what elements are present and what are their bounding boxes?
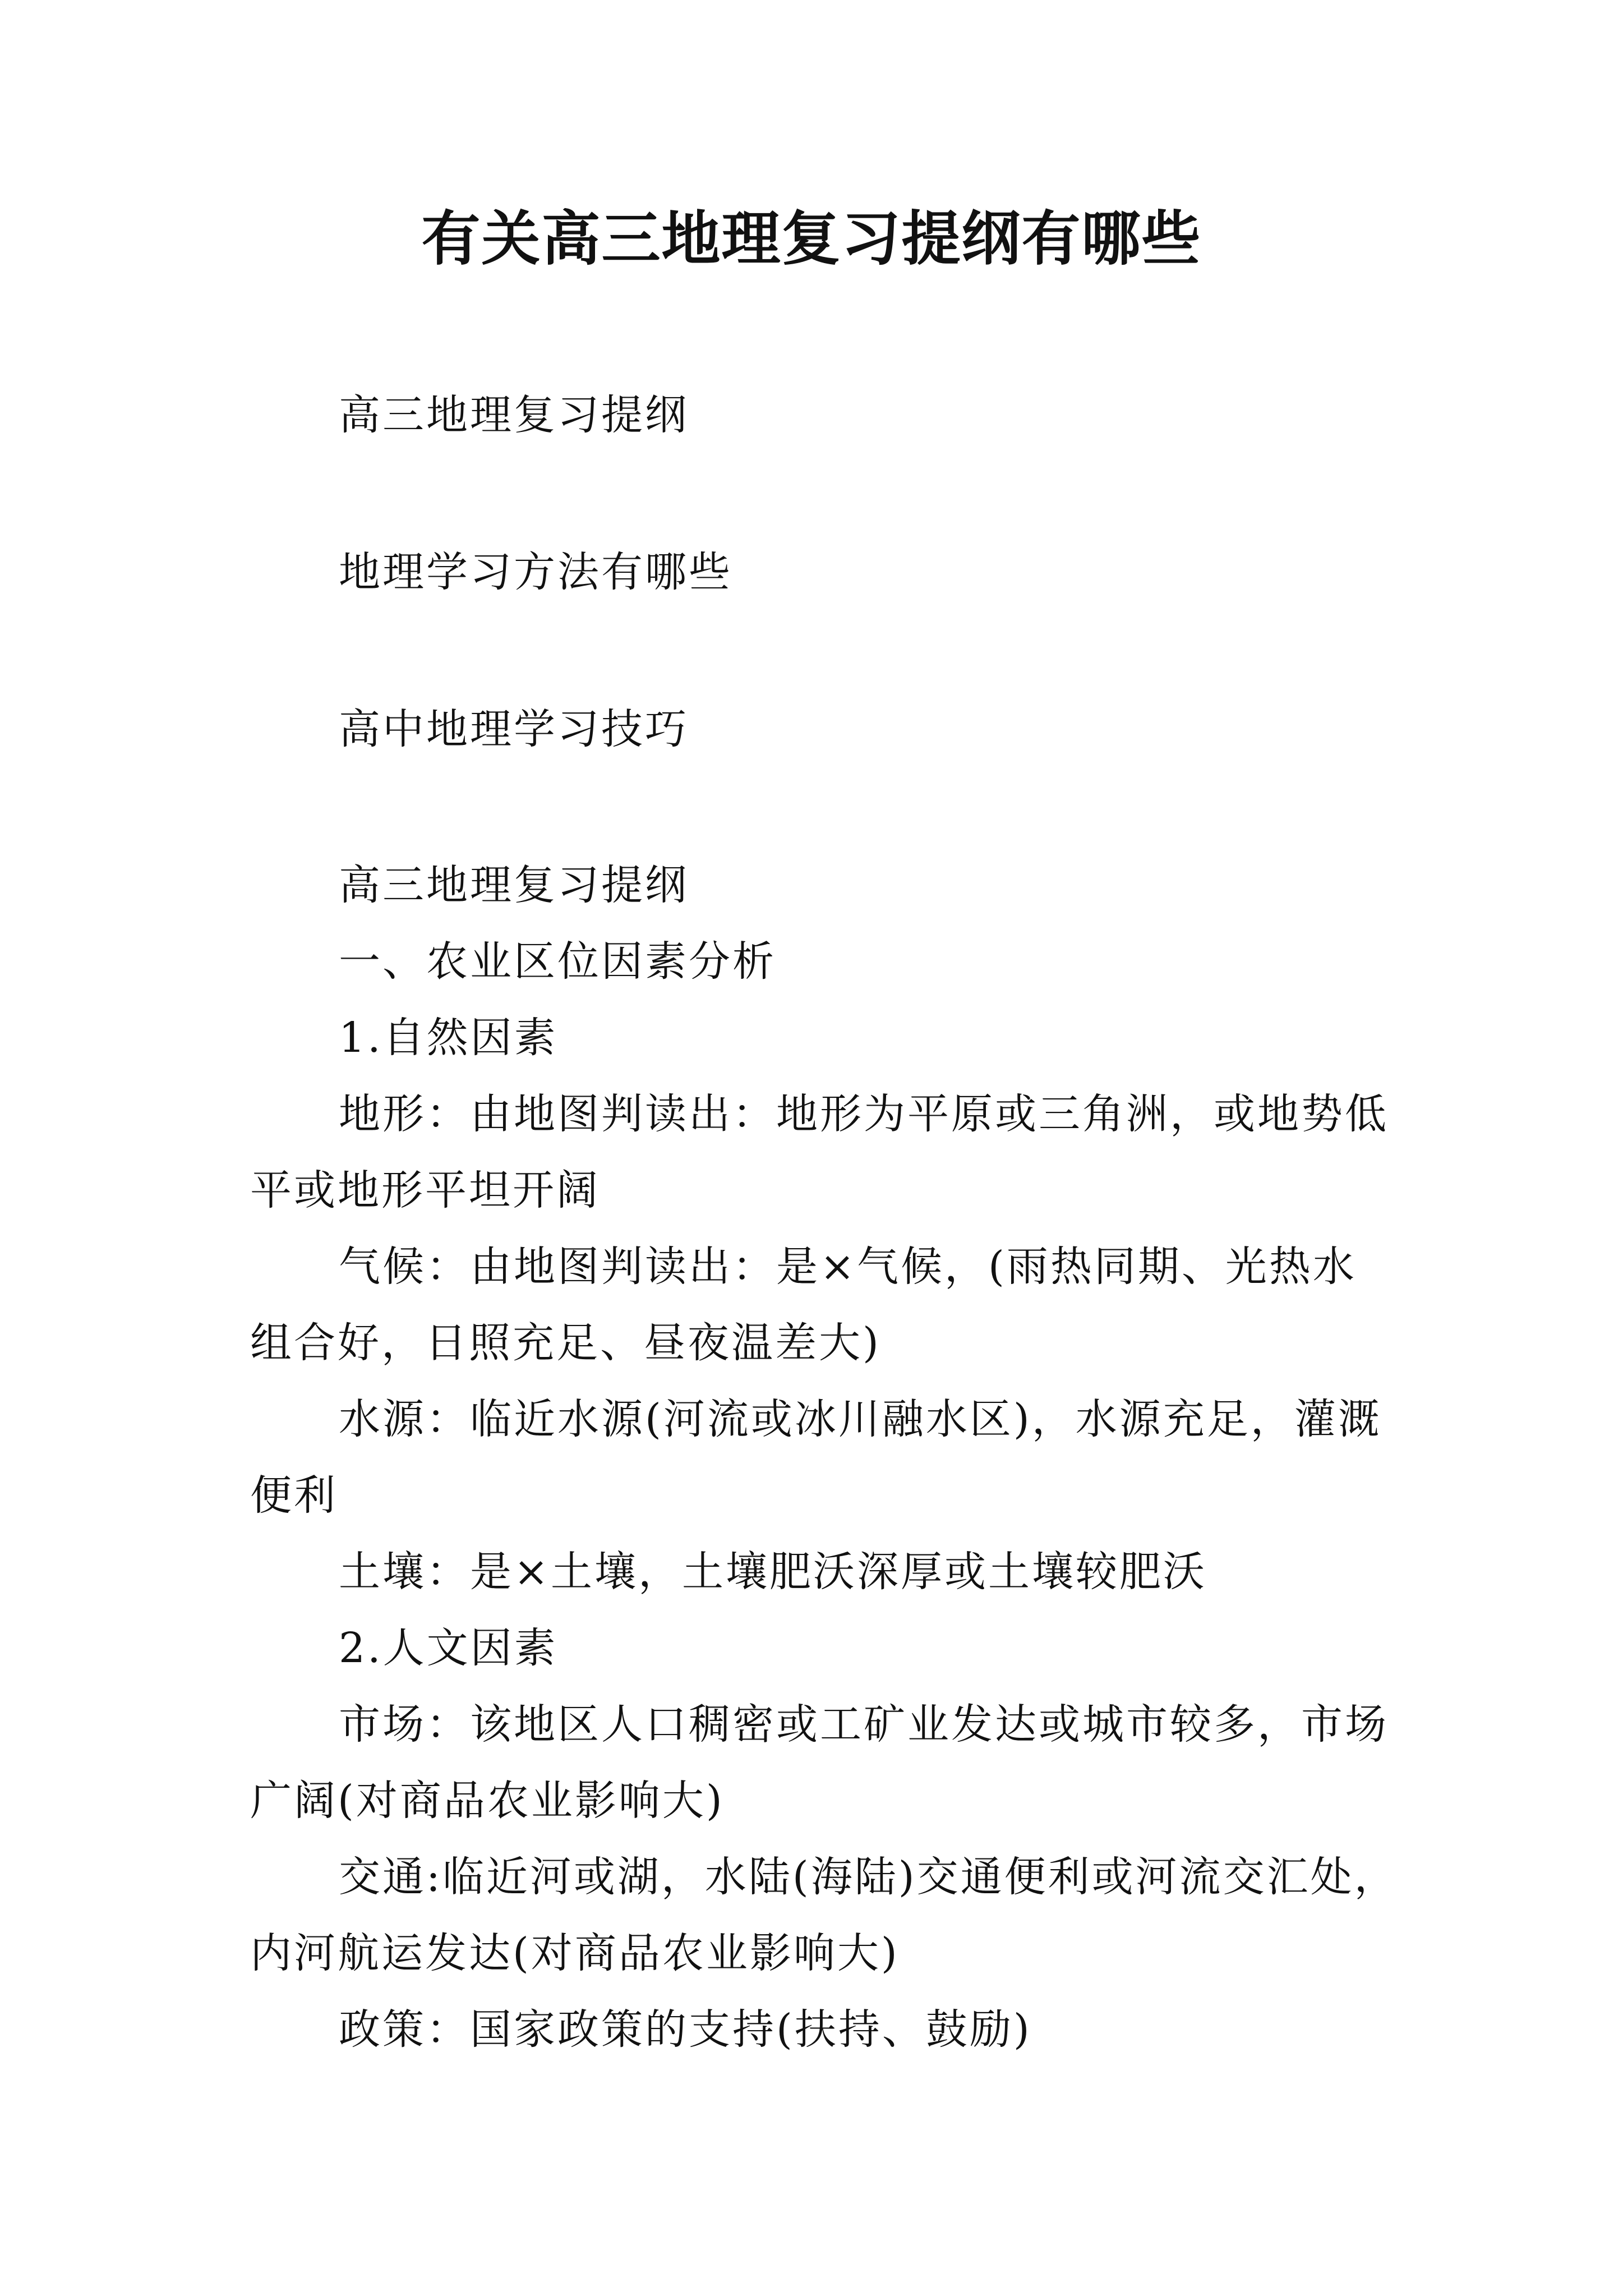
- paragraph-line: 平或地形平坦开阔: [250, 1166, 600, 1214]
- paragraph-line: 水源：临近水源(河流或冰川融水区)，水源充足，灌溉: [339, 1395, 1382, 1443]
- paragraph-line: 交通:临近河或湖，水陆(海陆)交通便利或河流交汇处，: [339, 1853, 1398, 1901]
- paragraph-line: 组合好，日照充足、昼夜温差大): [250, 1319, 881, 1367]
- section-heading: 高三地理复习提纲: [339, 861, 689, 909]
- paragraph-line: 地形：由地图判读出：地形为平原或三角洲，或地势低: [339, 1090, 1389, 1138]
- paragraph-line: 内河航运发达(对商品农业影响大): [250, 1929, 900, 1977]
- list-item-heading: 2.人文因素: [339, 1624, 558, 1672]
- heading-outline: 高三地理复习提纲: [339, 391, 689, 439]
- paragraph-line: 广阔(对商品农业影响大): [250, 1777, 725, 1825]
- paragraph-line: 政策：国家政策的支持(扶持、鼓励): [339, 2005, 1032, 2054]
- document-title: 有关高三地理复习提纲有哪些: [421, 204, 1202, 273]
- paragraph-line: 市场：该地区人口稠密或工矿业发达或城市较多，市场: [339, 1700, 1389, 1749]
- paragraph-line: 土壤：是×土壤，土壤肥沃深厚或土壤较肥沃: [339, 1548, 1207, 1596]
- paragraph-line: 气候：由地图判读出：是×气候，(雨热同期、光热水: [339, 1243, 1357, 1291]
- heading-methods: 地理学习方法有哪些: [339, 548, 732, 596]
- subsection-heading: 一、农业区位因素分析: [339, 937, 776, 986]
- list-item-heading: 1.自然因素: [339, 1014, 558, 1062]
- paragraph-line: 便利: [250, 1471, 338, 1520]
- heading-tips: 高中地理学习技巧: [339, 705, 689, 753]
